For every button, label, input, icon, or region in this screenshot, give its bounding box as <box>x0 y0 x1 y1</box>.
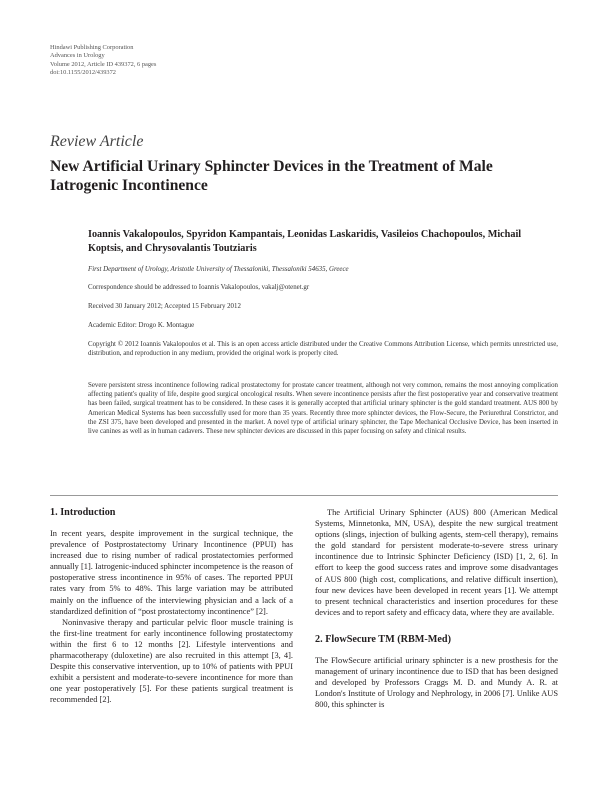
journal-header <box>50 44 156 78</box>
column-spacer <box>315 618 558 634</box>
author-list: Ioannis Vakalopoulos, Spyridon Kampantais, Leonidas Laskaridis, Vasileios Chachopoulos, Michail Koptsis, and Chrysovalantis Toutziaris <box>88 229 522 254</box>
intro-paragraph-2: Noninvasive therapy and particular pelvic floor muscle training is the first-line treatment for early incontinence following prostatectomy within the first 6 to 12 months [2]. Lifestyle interventions and pharmacotherapy (duloxetine) are also recruited in this attempt [3, 4]. Despite this conservative intervention, up to 10% of patients with PPUI exhibit a persistent and moderate-to-severe incontinence for more than one year postoperatively [5]. For these patients surgical treatment is recommended [2]. <box>50 617 293 705</box>
flowsecure-paragraph-1: The FlowSecure artificial urinary sphincter is a new prosthesis for the management of urinary incontinence due to ISD that has been designed and developed by Professors Craggs M. D. and Mundy A. R. at London's Institute of Urology and Nephrology, in 2006 [7]. Unlike AUS 800, this sphincter is <box>315 655 558 710</box>
doi-line: doi:10.1155/2012/439372 <box>50 69 116 77</box>
received-dates: Received 30 January 2012; Accepted 15 February 2012 <box>88 303 241 310</box>
journal-line: Advances in Urology <box>50 52 105 60</box>
abstract: Severe persistent stress incontinence following radical prostatectomy for prostate cancer treatment, although not very common, remains the most annoying complication affecting patient's quality of life, despite good surgical oncological results. When severe incontinence persists after the first postoperative year and conservative treatment has been failed, surgical treatment has to be considered. In these cases it is generally accepted that artificial urinary sphincter is the gold standard treatment. AUS 800 by American Medical Systems has been successfully used for more than 35 years. Recently three more sphincter devices, the Flow-Secure, the Periurethral Constrictor, and the ZSI 375, have been developed and presented in the market. A novel type of artificial urinary sphincter, the Tape Mechanical Occlusive Device, has been inserted in live canines as well as in human cadavers. These new sphincter devices are discussed in this paper focusing on safety and clinical results. <box>88 382 558 436</box>
copyright-notice: Copyright © 2012 Ioannis Vakalopoulos et al. This is an open access article distributed under the Creative Commons Attribution License, which permits unrestricted use, distribution, and reproduction in any medium, provided the original work is properly cited. <box>88 341 558 358</box>
correspondence: Correspondence should be addressed to Ioannis Vakalopoulos, vakalj@otenet.gr <box>88 284 310 291</box>
intro-paragraph-3: The Artificial Urinary Sphincter (AUS) 800 (American Medical Systems, Minnetonka, MN, USA), despite the new surgical treatment options (slings, injection of bulking agents, stem-cell therapy), remains the gold standard for persistent moderate-to-severe stress urinary incontinence due to Intrinsic Sphincter Deficiency (ISD) [1, 2, 6]. In effort to keep the good success rates and improve some disadvantages of AUS 800 (high cost, complications, and relative difficult insertion), four new devices have been developed in recent years [1]. We attempt to present technical characteristics and insertion procedures for these devices and to report safety and efficacy data, where they are available. <box>315 508 558 617</box>
publisher-line: Hindawi Publishing Corporation <box>50 44 134 51</box>
article-title: New Artificial Urinary Sphincter Devices in the Treatment of Male Iatrogenic Incontinence <box>50 158 493 194</box>
section-heading-flowsecure: 2. FlowSecure TM (RBM-Med) <box>315 633 451 645</box>
left-column <box>50 507 293 706</box>
intro-paragraph-1: In recent years, despite improvement in the surgical technique, the prevalence of Postprostatectomy Urinary Incontinence (PPUI) has increased due to rising number of radical prostatectomies performed annually [1]. Iatrogenic-induced sphincter incompetence is the reason of postoperative stress incontinence in 95% of cases. The reported PPUI rates vary from 5% to 48%. This large variation may be attributed mainly on the influence of the interviewing physician and a lack of a standardized definition of “post prostatectomy incontinence” [2]. <box>50 529 293 616</box>
section-divider <box>50 495 558 496</box>
article-type: Review Article <box>50 133 144 150</box>
volume-line: Volume 2012, Article ID 439372, 6 pages <box>50 60 157 68</box>
section-heading-introduction: 1. Introduction <box>50 507 116 518</box>
right-column <box>315 507 558 710</box>
affiliation: First Department of Urology, Aristotle University of Thessaloniki, Thessaloniki 54635, Greece <box>88 266 349 273</box>
academic-editor: Academic Editor: Drogo K. Montague <box>88 322 195 329</box>
